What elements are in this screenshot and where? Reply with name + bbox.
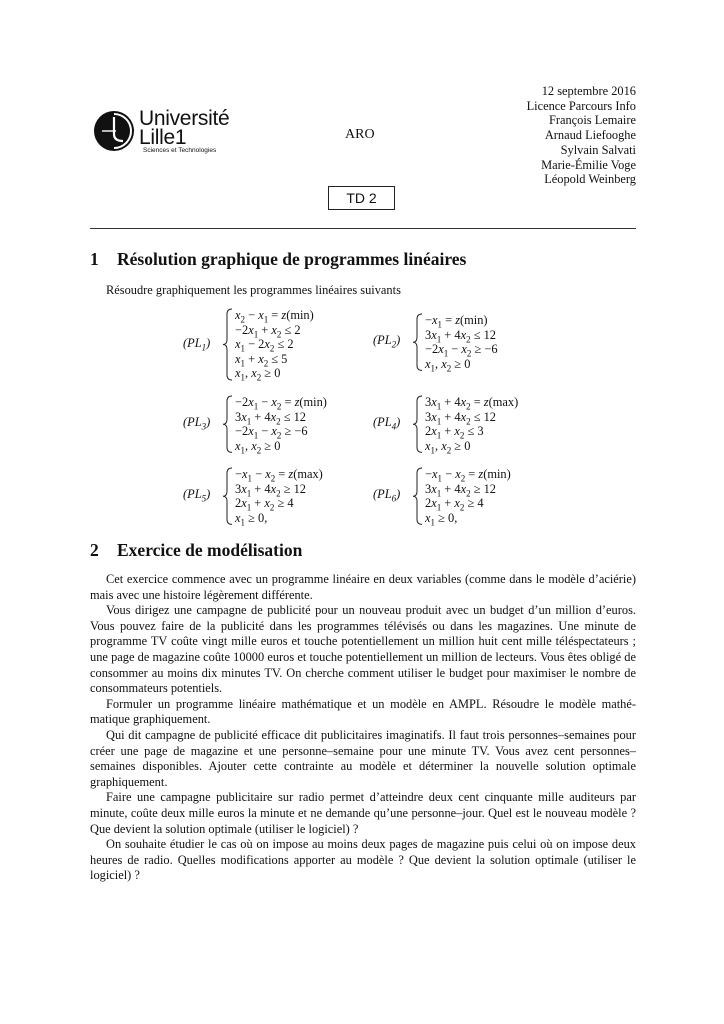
constraint: $3x_1 + 4x_2 \le 12$ <box>425 409 496 427</box>
constraint: $x_1 \ge 0$, <box>235 510 268 528</box>
constraint: $-2x_1 - x_2 \ge -6$ <box>425 342 498 359</box>
paragraph: Vous dirigez une campagne de publicité pour un nouveau produit avec un budget d’un million d’euros. Vous pouvez faire de la publicité dans les programmes télévisés ou dans les magazines. Une minute de programme TV coûte vingt mille euros et touche potentiellement un million huit cent mille téléspectateurs ; une page de magazine coûte 10000 euros et touche potentiellement un million de lecteurs. Vous êtes obligé de consommer au moins dix minutes TV. On cherche comment utiliser le budget pour maximiser le nombre de consommateurs potentiels. <box>90 603 636 696</box>
linear-program <box>373 313 553 374</box>
logo-line-1: Université <box>139 107 230 130</box>
constraint: $-x_1 - x_2 = z(\max)$ <box>235 467 323 484</box>
author-name: François Lemaire <box>548 113 636 128</box>
constraint: $-x_1 - x_2 = z(\min)$ <box>425 467 511 484</box>
constraint-list <box>425 313 498 374</box>
brace-icon <box>222 467 234 525</box>
section-heading <box>90 540 302 561</box>
constraint: $x_1 \ge 0$, <box>425 510 458 528</box>
constraint-list <box>235 395 327 456</box>
constraint: $x_1 + x_2 \le 5$ <box>235 351 288 369</box>
linear-program <box>183 395 363 456</box>
program-label: $(PL_4)$ <box>373 415 401 432</box>
constraint: $x_1 - 2x_2 \le 2$ <box>235 337 294 354</box>
course-name: ARO <box>345 127 375 142</box>
paragraph: On souhaite étudier le cas où on impose au moins deux pages de magazine puis celui où on impose deux heures de radio. Quelles modifications apporter au modèle ? Que devient la solution optimale (utiliser le logiciel) ? <box>90 837 636 883</box>
section-number: 2 <box>90 540 99 560</box>
brace-icon <box>412 313 424 371</box>
constraint-list <box>425 467 511 528</box>
constraint: $-2x_1 + x_2 \le 2$ <box>235 322 301 340</box>
logo-line-2: Lille1 <box>139 126 187 149</box>
constraint: $x_1$, $x_2 \ge 0$ <box>425 356 471 374</box>
brace-icon <box>412 395 424 453</box>
constraint: $3x_1 + 4x_2 \le 12$ <box>235 409 306 427</box>
program-label: $(PL_2)$ <box>373 333 401 350</box>
author-name: Marie-Émilie Voge <box>541 157 636 172</box>
brace-icon <box>412 467 424 525</box>
paragraph: Formuler un programme linéaire mathématique et un modèle en AMPL. Résoudre le modèle mathématique graphiquement. <box>90 696 636 727</box>
section-title: Exercice de modélisation <box>117 540 303 560</box>
constraint: $x_1$, $x_2 \ge 0$ <box>235 366 281 383</box>
constraint-list <box>235 308 314 381</box>
paragraph: Qui dit campagne de publicité efficace dit publicitaires imaginatifs. Il faut trois personnes–semaines pour créer une page de magazine et une personne–semaine pour une minute TV. Vous avez cent personnes–semaines disponibles. Ajouter cette contrainte au modèle et déterminer la nouvelle solution optimale graphiquement. <box>90 727 636 789</box>
paragraph: Cet exercice commence avec un programme linéaire en deux variables (comme dans le modèle d’aciérie) mais avec une histoire légèrement différente. <box>90 572 636 602</box>
section-intro: Résoudre graphiquement les programmes linéaires suivants <box>106 283 401 297</box>
linear-program <box>373 395 553 456</box>
exercise-text <box>90 572 636 884</box>
constraint-list <box>235 467 323 528</box>
constraint: $x_1$, $x_2 \ge 0$ <box>425 438 471 456</box>
brace-icon <box>222 395 234 453</box>
linear-program <box>183 308 363 381</box>
linear-program <box>373 467 553 528</box>
author-block <box>527 84 636 187</box>
university-logo <box>93 106 230 156</box>
program-name: Licence Parcours Info <box>526 98 636 113</box>
program-label: $(PL_1)$ <box>183 335 211 352</box>
constraint: $2x_1 + x_2 \ge 4$ <box>425 496 484 513</box>
program-label: $(PL_6)$ <box>373 487 401 504</box>
paragraph: Faire une campagne publicitaire sur radio permet d’atteindre deux cent cinquante mille auditeurs par minute, coûte deux mille euros la minute et ne demande qu’une personne–jour. Quel est le nouveau modèle ? Que devient la solution optimale (utiliser le logiciel) ? <box>90 790 636 836</box>
author-name: Léopold Weinberg <box>544 172 636 187</box>
constraint: $x_1$, $x_2 \ge 0$ <box>235 438 281 456</box>
author-name: Sylvain Salvati <box>560 142 636 157</box>
constraint: $3x_1 + 4x_2 \ge 12$ <box>235 481 306 499</box>
author-name: Arnaud Liefooghe <box>544 128 636 143</box>
constraint: $3x_1 + 4x_2 \ge 12$ <box>425 481 496 499</box>
constraint: $2x_1 + x_2 \ge 4$ <box>235 496 294 513</box>
header-divider <box>90 228 636 229</box>
constraint: $-x_1 = z(\min)$ <box>425 313 488 330</box>
constraint: $-2x_1 - x_2 = z(\min)$ <box>235 395 327 412</box>
section-heading <box>90 249 466 270</box>
constraint: $2x_1 + x_2 \le 3$ <box>425 424 484 441</box>
constraint: $3x_1 + 4x_2 = z(\max)$ <box>425 395 519 412</box>
logo-subtitle: Sciences et Technologies <box>143 147 217 154</box>
university-emblem-icon <box>93 108 137 156</box>
constraint: $3x_1 + 4x_2 \le 12$ <box>425 327 496 345</box>
section-number: 1 <box>90 249 99 269</box>
constraint-list <box>425 395 519 456</box>
section-title: Résolution graphique de programmes linéaires <box>117 249 467 269</box>
program-label: $(PL_3)$ <box>183 415 211 432</box>
program-label: $(PL_5)$ <box>183 487 211 504</box>
linear-program <box>183 467 363 528</box>
constraint: $-2x_1 - x_2 \ge -6$ <box>235 424 308 441</box>
brace-icon <box>222 308 234 381</box>
date: 12 septembre 2016 <box>541 84 636 98</box>
constraint: $x_2 - x_1 = z(\min)$ <box>235 308 314 325</box>
sheet-title-box: TD 2 <box>328 186 395 210</box>
